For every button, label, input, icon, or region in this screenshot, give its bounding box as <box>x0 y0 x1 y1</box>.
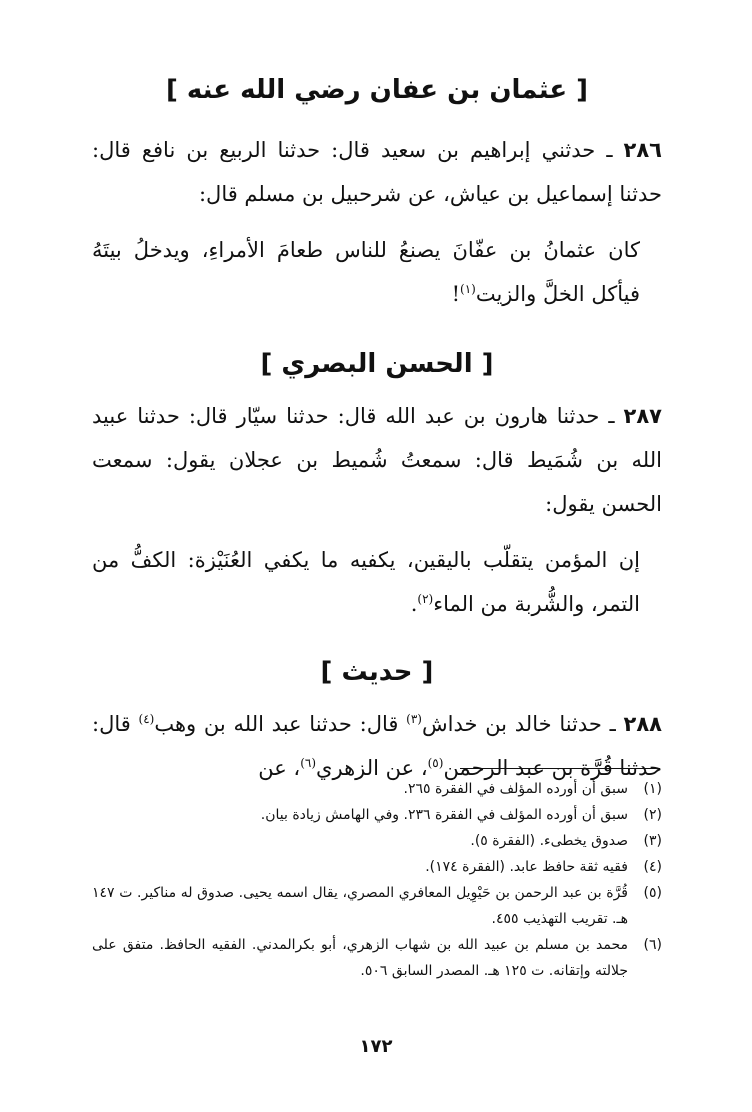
section-heading-uthman: [ عثمان بن عفان رضي الله عنه ] <box>165 75 589 105</box>
footnote-5 <box>92 880 662 932</box>
isnad-text: ـ حدثني إبراهيم بن سعيد قال: حدثنا الربيع بن نافع قال: حدثنا إسماعيل بن عياش، عن شرحبيل بن مسلم قال: <box>92 138 662 206</box>
footnote-number: (٤) <box>643 859 662 875</box>
isnad-text: ـ حدثنا خالد بن خداش <box>421 712 624 736</box>
footnote-text: صدوق يخطىء. (الفقرة ٥). <box>470 833 628 849</box>
footnote-ref: (٣) <box>406 712 422 726</box>
footnote-4 <box>92 854 662 880</box>
footnote-ref: (٢) <box>417 592 434 606</box>
footnotes <box>92 776 662 984</box>
isnad-text: قال: حدثنا عبد الله بن وهب <box>154 712 407 736</box>
hadith-286-text <box>92 228 662 316</box>
hadith-287-text <box>92 538 662 626</box>
footnote-text: سبق أن أورده المؤلف في الفقرة ٢٣٦. وفي الهامش زيادة بيان. <box>260 807 628 823</box>
isnad-text: ـ حدثنا هارون بن عبد الله قال: حدثنا سيّار قال: حدثنا عبيد الله بن شُمَيط قال: سمعتُ شُميط بن عجلان يقول: سمعت الحسن يقول: <box>92 404 662 516</box>
hadith-number: ٢٨٧ <box>623 404 662 428</box>
section-heading-hasan: [ الحسن البصري ] <box>260 349 494 379</box>
footnote-number: (٢) <box>643 807 662 823</box>
hadith-286-isnad <box>92 128 662 216</box>
footnote-number: (٥) <box>643 885 662 901</box>
footnote-2 <box>92 802 662 828</box>
footnote-text: فقيه ثقة حافظ عابد. (الفقرة ١٧٤). <box>425 859 628 875</box>
footnote-text: قُرَّة بن عبد الرحمن بن حَيْوِيل المعافري المصري، يقال اسمه يحيى. صدوق له مناكير. ت ١٤٧ هـ. تقريب التهذيب ٤٥٥. <box>92 885 628 927</box>
footnote-ref: (٦) <box>300 756 317 770</box>
isnad-text: قال: حدثنا قُرَّة بن عبد الرحمن <box>92 712 662 780</box>
footnote-divider <box>460 768 660 769</box>
footnote-number: (٣) <box>643 833 662 849</box>
footnote-ref: (٤) <box>138 712 155 726</box>
quote-end: ! <box>451 282 461 306</box>
hadith-number: ٢٨٦ <box>623 138 662 162</box>
isnad-text: ، عن <box>258 756 301 780</box>
page-body <box>92 70 662 790</box>
footnote-3 <box>92 828 662 854</box>
footnote-6 <box>92 932 662 984</box>
footnote-ref: (٥) <box>427 756 444 770</box>
quote-text: كان عثمانُ بن عفّانَ يصنعُ للناس طعامَ الأمراءِ، ويدخلُ بيتَهُ فيأكل الخلَّ والزيت <box>92 238 640 306</box>
page-number: ١٧٢ <box>359 1036 393 1057</box>
footnote-number: (١) <box>643 781 662 797</box>
footnote-text: محمد بن مسلم بن عبيد الله بن شهاب الزهري، أبو بكرالمدني. الفقيه الحافظ. متفق على جلالته وإتقانه. ت ١٢٥ هـ. المصدر السابق ٥٠٦. <box>92 937 628 979</box>
footnote-ref: (١) <box>460 282 476 296</box>
footnote-text: سبق أن أورده المؤلف في الفقرة ٢٦٥. <box>403 781 628 797</box>
section-heading-hadith: [ حديث ] <box>320 657 434 687</box>
footnote-1 <box>92 776 662 802</box>
hadith-287-isnad <box>92 394 662 526</box>
footnote-number: (٦) <box>643 937 662 953</box>
quote-end: . <box>410 592 418 616</box>
quote-text: إن المؤمن يتقلّب باليقين، يكفيه ما يكفي العُنَيْزة: الكفُّ من التمر، والشُّربة من الماء <box>92 548 640 616</box>
hadith-number: ٢٨٨ <box>623 712 662 736</box>
isnad-text: ، عن الزهري <box>316 756 428 780</box>
